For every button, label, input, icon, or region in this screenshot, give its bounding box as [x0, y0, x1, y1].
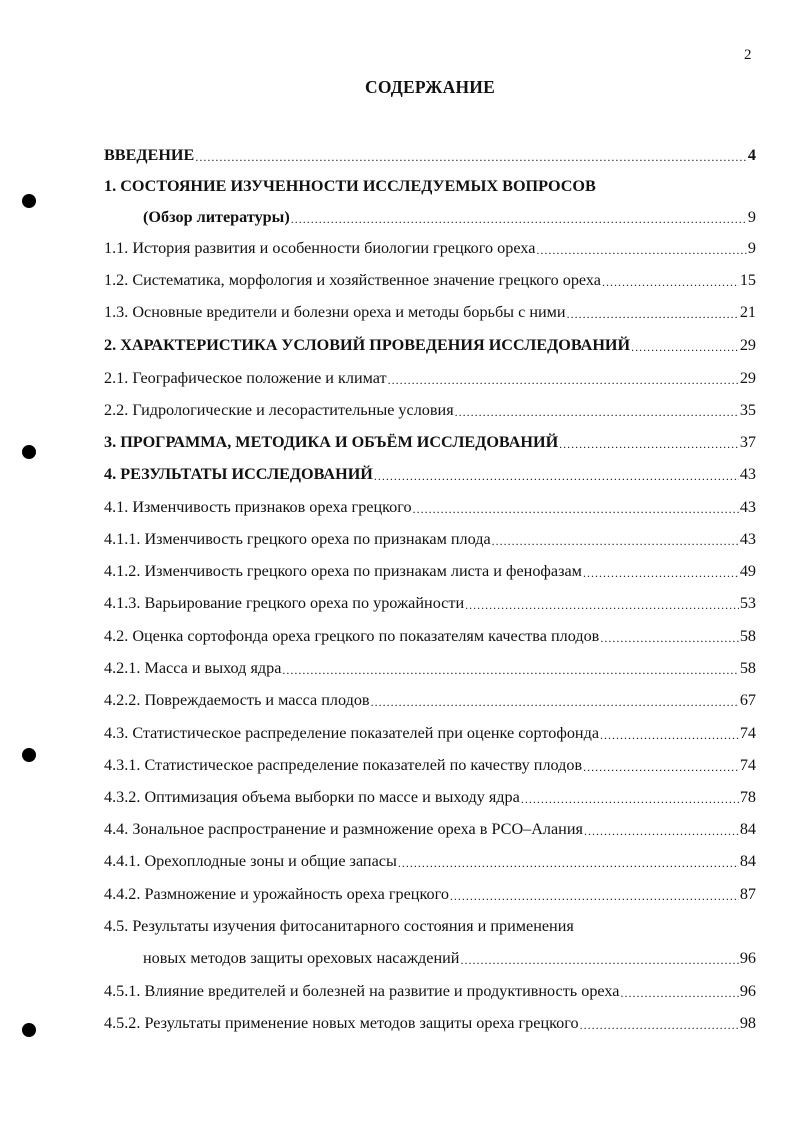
toc-entry-4-5-1: 4.5.1. Влияние вредителей и болезней на развитие и продуктивность ореха ..... 96: [104, 980, 756, 1002]
toc-entry-chapter-3: 3. ПРОГРАММА, МЕТОДИКА И ОБЪЁМ ИССЛЕДОВАНИЙ ..... 37: [104, 431, 756, 453]
toc-entry-4-1: 4.1. Изменчивость признаков ореха грецкого ..... 43: [104, 496, 756, 518]
toc-entry-4-1-1: 4.1.1. Изменчивость грецкого ореха по признакам плода ..... 43: [104, 528, 756, 550]
toc-entry-introduction: ВВЕДЕНИЕ ..... 4: [104, 144, 756, 166]
toc-entry-4-5: 4.5. Результаты изучения фитосанитарного состояния и применения: [104, 917, 574, 935]
toc-entry-4-4-1: 4.4.1. Орехоплодные зоны и общие запасы ..... 84: [104, 850, 756, 872]
toc-entry-4-4-2: 4.4.2. Размножение и урожайность ореха грецкого ..... 87: [104, 883, 756, 905]
toc-entry-4-1-2: 4.1.2. Изменчивость грецкого ореха по признакам листа и фенофазам ..... 49: [104, 560, 756, 582]
toc-entry-chapter-4: 4. РЕЗУЛЬТАТЫ ИССЛЕДОВАНИЙ ..... 43: [104, 463, 756, 485]
toc-entry-chapter-1-cont: (Обзор литературы) ..... 9: [143, 206, 756, 228]
toc-entry-2-1: 2.1. Географическое положение и климат ..... 29: [104, 367, 756, 389]
toc-entry-4-3-2: 4.3.2. Оптимизация объема выборки по массе и выходу ядра ..... 78: [104, 786, 756, 808]
page-number: 2: [744, 47, 752, 63]
toc-entry-4-3: 4.3. Статистическое распределение показателей при оценке сортофонда ..... 74: [104, 722, 756, 744]
page-title: СОДЕРЖАНИЕ: [364, 77, 495, 97]
toc-entry-2-2: 2.2. Гидрологические и лесорастительные условия ..... 35: [104, 399, 756, 421]
toc-entry-4-2-1: 4.2.1. Масса и выход ядра ..... 58: [104, 657, 756, 679]
toc-entry-1-2: 1.2. Систематика, морфология и хозяйственное значение грецкого ореха ..... 15: [104, 269, 756, 291]
toc-entry-4-3-1: 4.3.1. Статистическое распределение показателей по качеству плодов ..... 74: [104, 754, 756, 776]
toc-entry-1-1: 1.1. История развития и особенности биологии грецкого ореха ..... 9: [104, 237, 756, 259]
toc-entry-chapter-1: 1. СОСТОЯНИЕ ИЗУЧЕННОСТИ ИССЛЕДУЕМЫХ ВОПРОСОВ: [104, 177, 596, 195]
toc-entry-1-3: 1.3. Основные вредители и болезни ореха и методы борьбы с ними ..... 21: [104, 301, 756, 323]
toc-entry-4-1-3: 4.1.3. Варьирование грецкого ореха по урожайности ..... 53: [104, 592, 756, 614]
toc-entry-chapter-2: 2. ХАРАКТЕРИСТИКА УСЛОВИЙ ПРОВЕДЕНИЯ ИССЛЕДОВАНИЙ ..... 29: [104, 334, 756, 356]
toc-entry-4-4: 4.4. Зональное распространение и размножение ореха в РСО–Алания ..... 84: [104, 818, 756, 840]
toc-entry-4-5-2: 4.5.2. Результаты применение новых методов защиты ореха грецкого ..... 98: [104, 1012, 756, 1034]
toc-entry-4-2-2: 4.2.2. Повреждаемость и масса плодов ..... 67: [104, 689, 756, 711]
toc-entry-4-5-cont: новых методов защиты ореховых насаждений ..... 96: [143, 947, 756, 969]
toc-entry-4-2: 4.2. Оценка сортофонда ореха грецкого по показателям качества плодов ..... 58: [104, 625, 756, 647]
